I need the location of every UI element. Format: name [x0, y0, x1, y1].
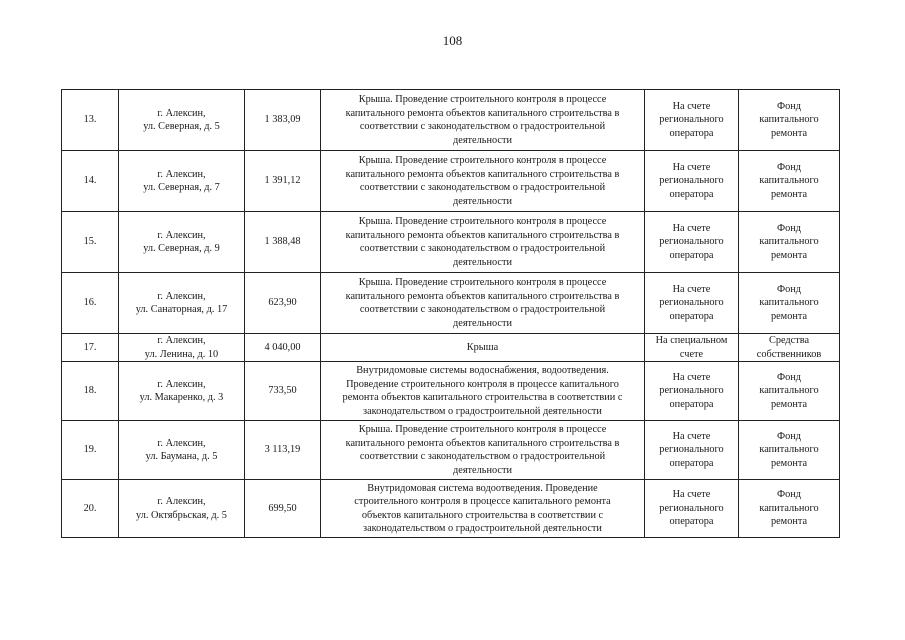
funding-source-cell-line: ремонта	[770, 516, 808, 528]
area-cell: 733,50	[245, 362, 321, 421]
address-cell	[119, 151, 245, 212]
account-type-cell-line: оператора	[669, 188, 714, 200]
account-type-cell	[645, 480, 739, 538]
account-type-cell-line: На специальном	[655, 335, 728, 346]
address-cell	[119, 90, 245, 151]
work-description-cell-line: деятельности	[453, 195, 512, 207]
address-cell-line: г. Алексин,	[157, 437, 206, 449]
work-description-cell-line: законодательством о градостроительной деятельности	[363, 405, 602, 417]
funding-source-cell-line: ремонта	[770, 249, 808, 261]
table-row	[62, 273, 840, 334]
address-cell-line: г. Алексин,	[157, 229, 206, 241]
work-description-cell-line: соответствии с законодательством о градостроительной	[359, 304, 606, 315]
work-description-cell	[321, 421, 645, 480]
funding-source-cell-line: Фонд	[776, 222, 802, 234]
work-description-cell-line: капитального ремонта объектов капитального строительства в	[345, 107, 620, 119]
account-type-cell	[645, 421, 739, 480]
work-description-cell-line: деятельности	[453, 464, 512, 476]
address-cell	[119, 362, 245, 421]
row-number: 17.	[62, 334, 119, 362]
funding-source-cell-line: капитального	[759, 385, 819, 397]
table-row	[62, 151, 840, 212]
work-description-cell	[321, 334, 645, 362]
account-type-cell-line: оператора	[669, 398, 714, 410]
repair-registry-table	[61, 89, 840, 538]
work-description-cell	[321, 151, 645, 212]
account-type-cell	[645, 212, 739, 273]
table-row	[62, 90, 840, 151]
funding-source-cell-line: собственников	[756, 348, 822, 360]
account-type-cell-line: регионального	[659, 236, 724, 248]
work-description-cell-line: Крыша. Проведение строительного контроля в процессе	[358, 277, 607, 288]
work-description-cell-line: ремонта объектов капитального строительства в соответствии с	[342, 392, 623, 403]
funding-source-cell-line: ремонта	[770, 398, 808, 410]
work-description-cell-line: деятельности	[453, 256, 512, 268]
area-cell: 1 388,48	[245, 212, 321, 273]
table-body	[62, 90, 840, 538]
row-number: 16.	[62, 273, 119, 334]
account-type-cell-line: оператора	[669, 127, 714, 139]
account-type-cell-line: регионального	[659, 297, 724, 309]
funding-source-cell-line: Фонд	[776, 430, 802, 442]
work-description-cell-line: капитального ремонта объектов капитального строительства в	[345, 168, 620, 180]
address-cell-line: ул. Ленина, д. 10	[144, 348, 219, 360]
funding-source-cell	[739, 151, 840, 212]
row-number: 19.	[62, 421, 119, 480]
work-description-cell-line: капитального ремонта объектов капитального строительства в	[345, 437, 620, 449]
page-number: 108	[442, 33, 463, 48]
funding-source-cell-line: ремонта	[770, 457, 808, 469]
account-type-cell-line: На счете	[672, 489, 711, 501]
area-cell: 699,50	[245, 480, 321, 538]
funding-source-cell-line: Фонд	[776, 161, 802, 173]
address-cell-line: г. Алексин,	[157, 168, 206, 180]
address-cell-line: г. Алексин,	[157, 107, 206, 119]
work-description-cell-line: строительного контроля в процессе капитального ремонта	[354, 496, 611, 507]
work-description-cell-line: Крыша. Проведение строительного контроля в процессе	[358, 155, 607, 166]
funding-source-cell-line: Фонд	[776, 100, 802, 112]
funding-source-cell-line: капитального	[759, 175, 819, 187]
funding-source-cell	[739, 212, 840, 273]
work-description-cell-line: капитального ремонта объектов капитального строительства в	[345, 229, 620, 241]
work-description-cell-line: соответствии с законодательством о градостроительной	[359, 243, 606, 254]
account-type-cell	[645, 362, 739, 421]
row-number: 20.	[62, 480, 119, 538]
account-type-cell-line: счете	[679, 348, 704, 360]
table-row	[62, 362, 840, 421]
work-description-cell	[321, 362, 645, 421]
work-description-cell	[321, 480, 645, 538]
funding-source-cell	[739, 273, 840, 334]
work-description-cell-line: деятельности	[453, 317, 512, 329]
funding-source-cell	[739, 421, 840, 480]
funding-source-cell	[739, 334, 840, 362]
address-cell-line: ул. Санаторная, д. 17	[135, 304, 228, 315]
area-cell: 1 383,09	[245, 90, 321, 151]
account-type-cell	[645, 151, 739, 212]
address-cell-line: г. Алексин,	[157, 378, 206, 390]
work-description-cell-line: Проведение строительного контроля в процессе капитального	[346, 378, 619, 390]
account-type-cell-line: На счете	[672, 283, 711, 295]
work-description-cell-line: объектов капитального строительства в соответствии с	[361, 509, 604, 521]
address-cell-line: ул. Макаренко, д. 3	[139, 392, 224, 403]
funding-source-cell-line: капитального	[759, 297, 819, 309]
address-cell	[119, 212, 245, 273]
work-description-cell-line: соответствии с законодательством о градостроительной	[359, 182, 606, 193]
address-cell-line: г. Алексин,	[157, 290, 206, 302]
work-description-cell-line: Внутридомовые системы водоснабжения, водоотведения.	[356, 365, 609, 376]
funding-source-cell-line: Фонд	[776, 489, 802, 501]
table-row	[62, 334, 840, 362]
address-cell	[119, 480, 245, 538]
account-type-cell-line: регионального	[659, 444, 724, 456]
account-type-cell	[645, 334, 739, 362]
row-number: 14.	[62, 151, 119, 212]
funding-source-cell	[739, 90, 840, 151]
account-type-cell	[645, 273, 739, 334]
area-cell: 623,90	[245, 273, 321, 334]
funding-source-cell-line: ремонта	[770, 310, 808, 322]
funding-source-cell	[739, 480, 840, 538]
funding-source-cell-line: капитального	[759, 502, 819, 514]
address-cell-line: ул. Северная, д. 7	[143, 182, 220, 193]
account-type-cell-line: На счете	[672, 371, 711, 383]
work-description-cell-line: деятельности	[453, 134, 512, 146]
area-cell: 1 391,12	[245, 151, 321, 212]
area-cell: 3 113,19	[245, 421, 321, 480]
table-row	[62, 212, 840, 273]
work-description-cell-line: соответствии с законодательством о градостроительной	[359, 451, 606, 462]
work-description-cell-line: соответствии с законодательством о градостроительной	[359, 121, 606, 132]
account-type-cell-line: оператора	[669, 457, 714, 469]
address-cell-line: ул. Октябрьская, д. 5	[136, 509, 227, 521]
account-type-cell-line: На счете	[672, 222, 711, 234]
account-type-cell-line: На счете	[672, 430, 711, 442]
table-row	[62, 421, 840, 480]
address-cell	[119, 421, 245, 480]
account-type-cell-line: На счете	[672, 161, 711, 173]
account-type-cell-line: оператора	[669, 249, 714, 261]
address-cell-line: ул. Северная, д. 9	[143, 243, 220, 254]
work-description-cell	[321, 212, 645, 273]
funding-source-cell-line: ремонта	[770, 188, 808, 200]
work-description-cell	[321, 90, 645, 151]
row-number: 18.	[62, 362, 119, 421]
address-cell-line: ул. Северная, д. 5	[143, 121, 220, 132]
table-row	[62, 480, 840, 538]
account-type-cell-line: регионального	[659, 114, 724, 126]
work-description-cell	[321, 273, 645, 334]
account-type-cell-line: регионального	[659, 502, 724, 514]
funding-source-cell-line: Фонд	[776, 283, 802, 295]
work-description-cell-line: Крыша	[466, 341, 499, 353]
work-description-cell-line: Крыша. Проведение строительного контроля в процессе	[358, 94, 607, 105]
work-description-cell-line: Внутридомовая система водоотведения. Проведение	[367, 482, 598, 494]
work-description-cell-line: законодательством о градостроительной деятельности	[363, 523, 602, 534]
address-cell-line: ул. Баумана, д. 5	[145, 451, 218, 462]
work-description-cell-line: капитального ремонта объектов капитального строительства в	[345, 290, 620, 302]
account-type-cell	[645, 90, 739, 151]
area-cell: 4 040,00	[245, 334, 321, 362]
funding-source-cell-line: ремонта	[770, 127, 808, 139]
address-cell-line: г. Алексин,	[157, 335, 206, 346]
work-description-cell-line: Крыша. Проведение строительного контроля в процессе	[358, 216, 607, 227]
address-cell	[119, 273, 245, 334]
account-type-cell-line: регионального	[659, 385, 724, 397]
row-number: 13.	[62, 90, 119, 151]
row-number: 15.	[62, 212, 119, 273]
account-type-cell-line: регионального	[659, 175, 724, 187]
address-cell	[119, 334, 245, 362]
funding-source-cell-line: капитального	[759, 444, 819, 456]
work-description-cell-line: Крыша. Проведение строительного контроля в процессе	[358, 424, 607, 435]
funding-source-cell-line: капитального	[759, 236, 819, 248]
account-type-cell-line: оператора	[669, 516, 714, 528]
funding-source-cell-line: Фонд	[776, 371, 802, 383]
funding-source-cell	[739, 362, 840, 421]
funding-source-cell-line: Средства	[768, 335, 810, 346]
address-cell-line: г. Алексин,	[157, 496, 206, 507]
account-type-cell-line: оператора	[669, 310, 714, 322]
account-type-cell-line: На счете	[672, 100, 711, 112]
funding-source-cell-line: капитального	[759, 114, 819, 126]
